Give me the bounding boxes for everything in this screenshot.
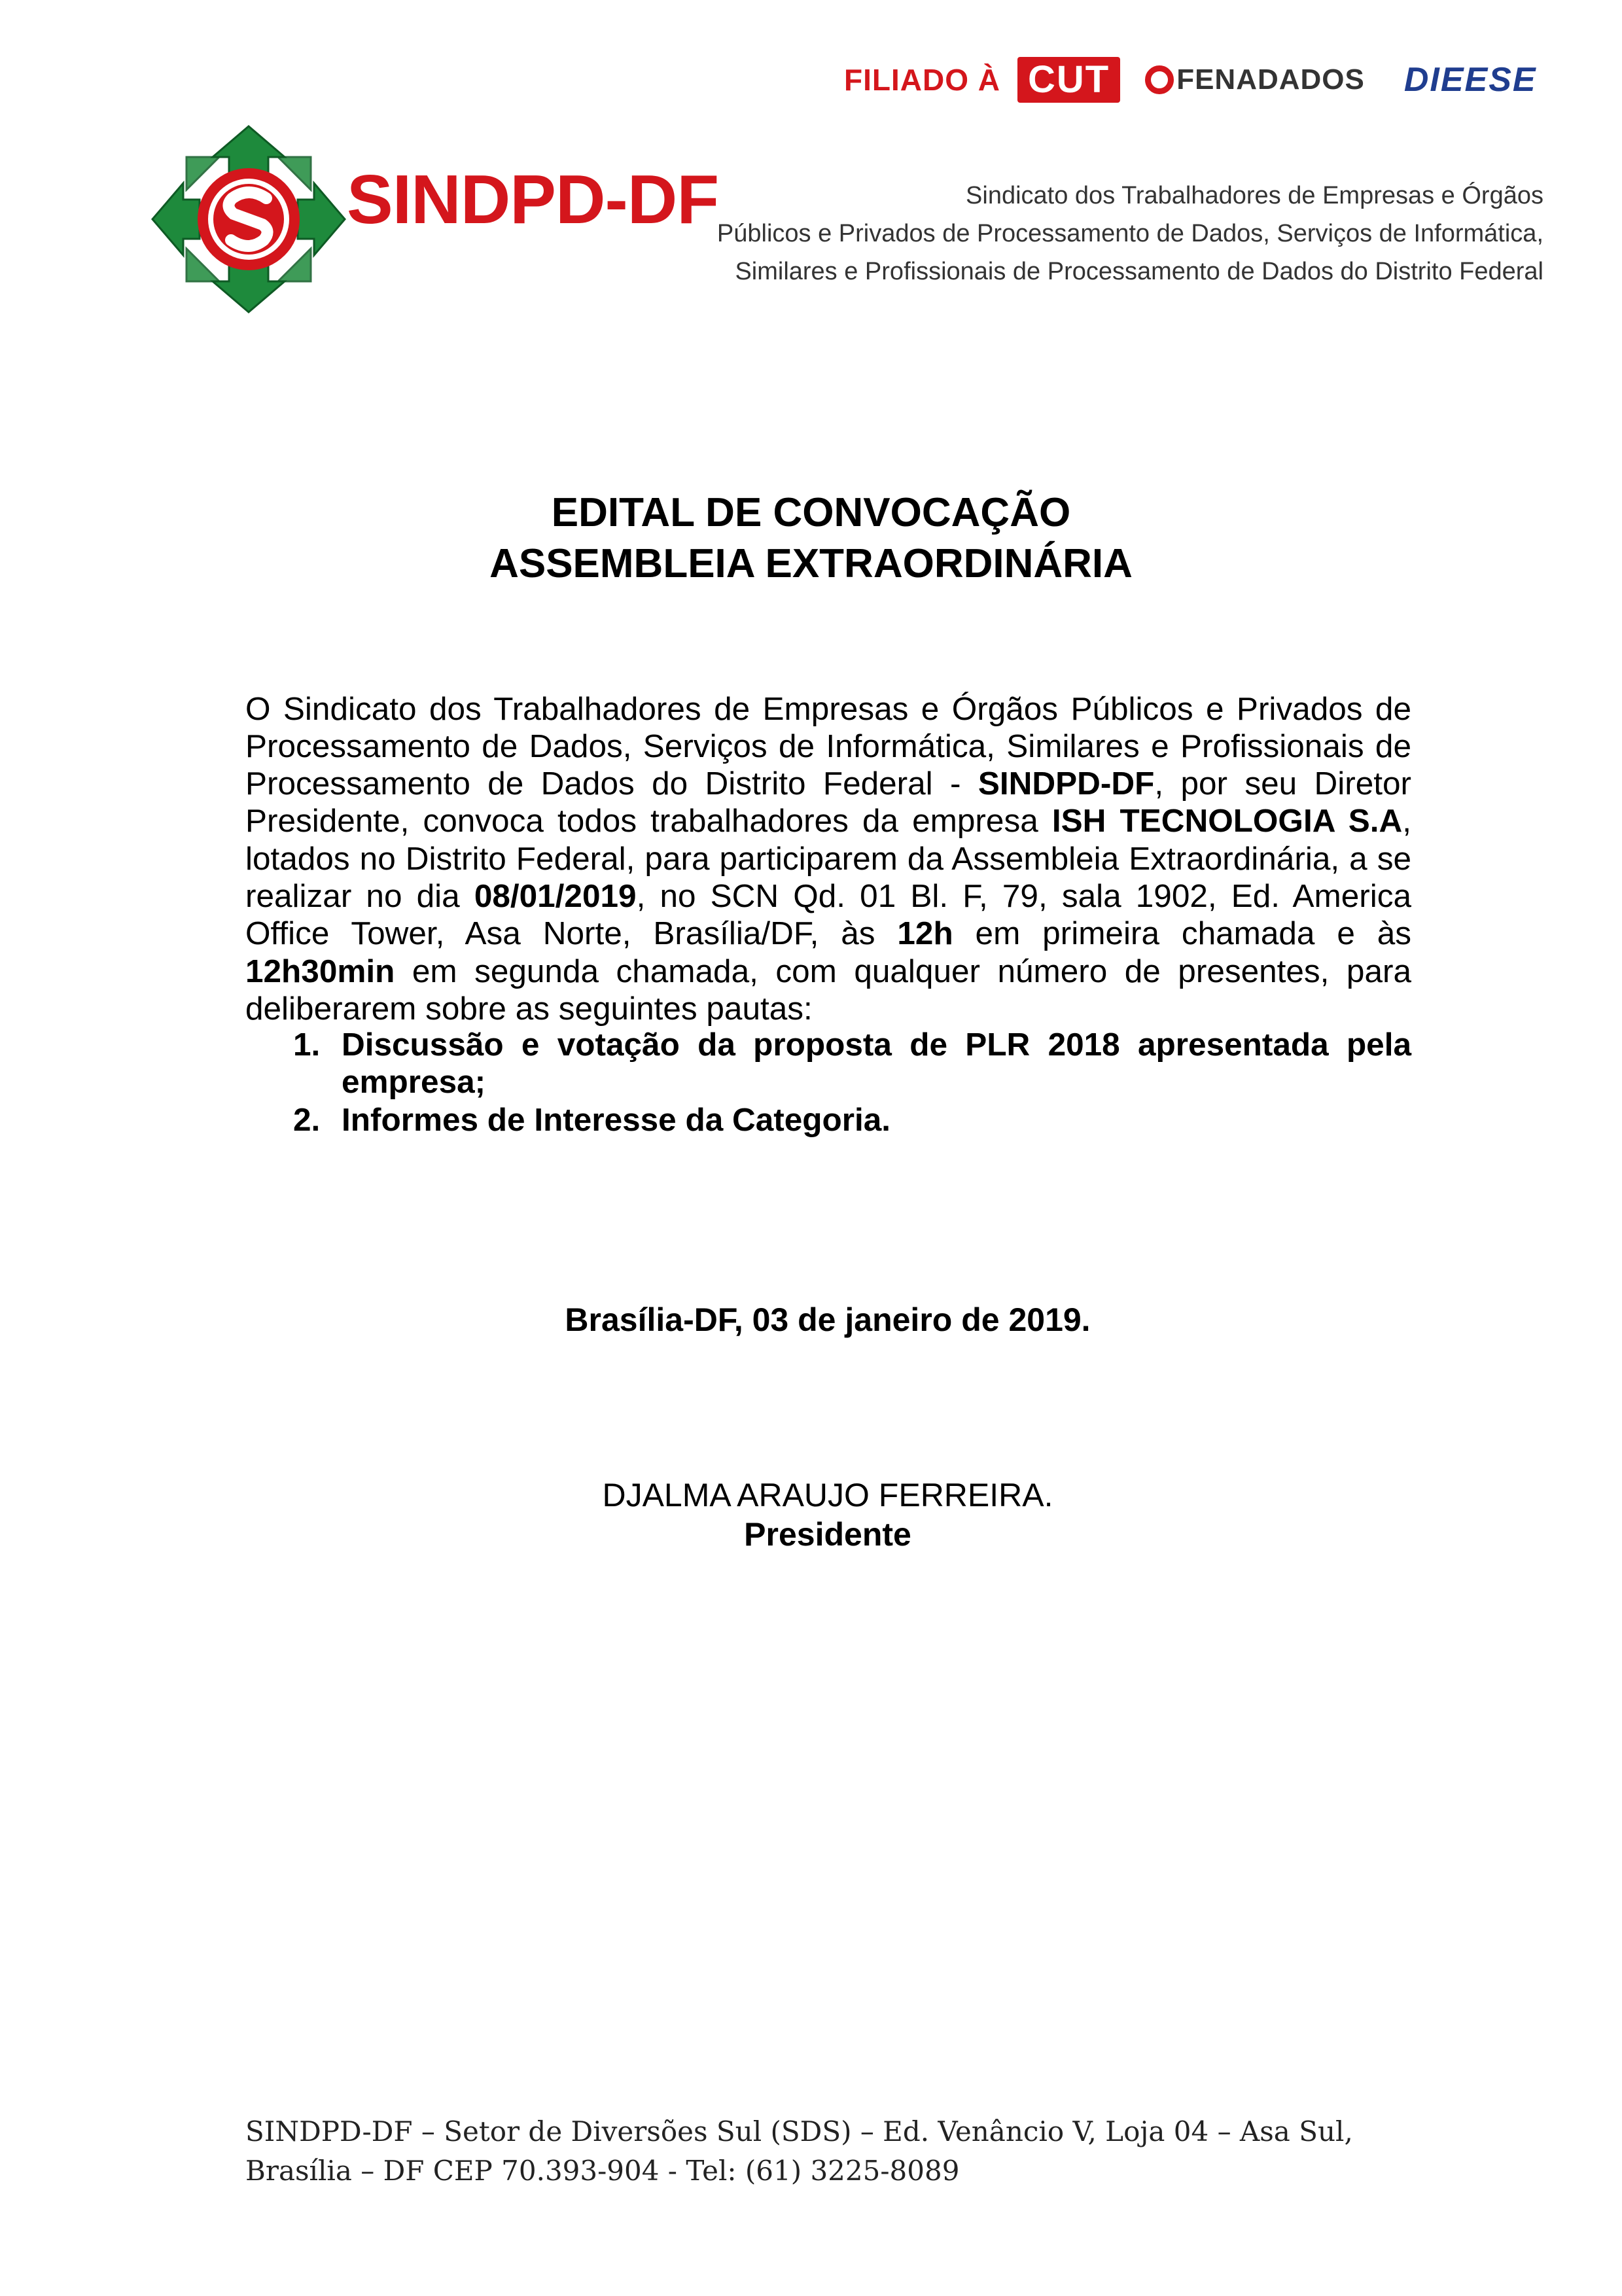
footer-address: [245, 2112, 1353, 2191]
meeting-date-bold: 08/01/2019: [474, 877, 637, 914]
dieese-logo: DIEESE: [1403, 61, 1537, 99]
paragraph-text: , lotados no Distrito Federal, para participarem da Assembleia Extraordinária, a se realizar no dia: [245, 803, 1411, 914]
fenadados-mark-icon: [1145, 65, 1174, 94]
agenda-item: [288, 1101, 1411, 1139]
agenda-item-text: Discussão e votação da proposta de PLR 2018 apresentada pela empresa;: [342, 1027, 1411, 1101]
second-call-time-bold: 12h30min: [245, 953, 395, 989]
paragraph-text: , por seu Diretor Presidente, convoca todos trabalhadores da empresa: [245, 766, 1411, 839]
title-line-1: EDITAL DE CONVOCAÇÃO: [551, 490, 1071, 535]
org-full-name-line: Similares e Profissionais de Processamento de Dados do Distrito Federal: [735, 258, 1543, 285]
fenadados-logo: [1145, 63, 1365, 96]
title-line-2: ASSEMBLEIA EXTRAORDINÁRIA: [489, 541, 1133, 586]
org-full-name: [717, 177, 1543, 291]
agenda-item: [288, 1026, 1411, 1101]
agenda-item-number: 1.: [293, 1027, 321, 1063]
signer-name: DJALMA ARAUJO FERREIRA.: [602, 1477, 1053, 1513]
place-and-date: Brasília-DF, 03 de janeiro de 2019.: [565, 1301, 1091, 1338]
footer-line-1: SINDPD-DF – Setor de Diversões Sul (SDS) – Ed. Venâncio V, Loja 04 – Asa Sul,: [245, 2115, 1353, 2147]
paragraph-text: em primeira chamada e às: [953, 915, 1411, 952]
agenda-item-number: 2.: [293, 1101, 321, 1138]
affiliation-strip: [844, 54, 1564, 106]
org-name-bold: SINDPD-DF: [978, 766, 1155, 802]
footer-line-2: Brasília – DF CEP 70.393-904 - Tel: (61) 3225-8089: [245, 2155, 960, 2187]
signer-role: Presidente: [744, 1516, 911, 1553]
org-full-name-line: Sindicato dos Trabalhadores de Empresas e Órgãos: [966, 182, 1543, 209]
sindpd-logo-icon: [147, 121, 350, 317]
paragraph-text: , no SCN Qd. 01 Bl. F, 79, sala 1902, Ed. America Office Tower, Asa Norte, Brasília/DF, às: [245, 877, 1411, 952]
company-name-bold: ISH TECNOLOGIA S.A: [1051, 803, 1403, 839]
org-short-name: SINDPD-DF: [347, 161, 719, 238]
fenadados-label: FENADADOS: [1176, 63, 1365, 96]
paragraph-text: O Sindicato dos Trabalhadores de Empresas e Órgãos Públicos e Privados de Processamento de Dados, Serviços de Informática, Similares e Profissionais de Processamento de Dados do Distrito Federal -: [245, 690, 1411, 802]
cut-logo: CUT: [1017, 57, 1120, 103]
paragraph-text: em segunda chamada, com qualquer número de presentes, para deliberarem sobre as seguintes pautas:: [245, 953, 1411, 1027]
org-full-name-line: Públicos e Privados de Processamento de Dados, Serviços de Informática,: [716, 220, 1543, 247]
affiliation-label: FILIADO À: [844, 63, 1000, 97]
first-call-time-bold: 12h: [897, 915, 953, 952]
agenda-list: [288, 1026, 1411, 1139]
agenda-item-text: Informes de Interesse da Categoria.: [342, 1101, 891, 1138]
convocation-paragraph: [245, 690, 1411, 1028]
signature-block: [0, 1475, 1622, 1554]
document-title: [0, 487, 1622, 590]
